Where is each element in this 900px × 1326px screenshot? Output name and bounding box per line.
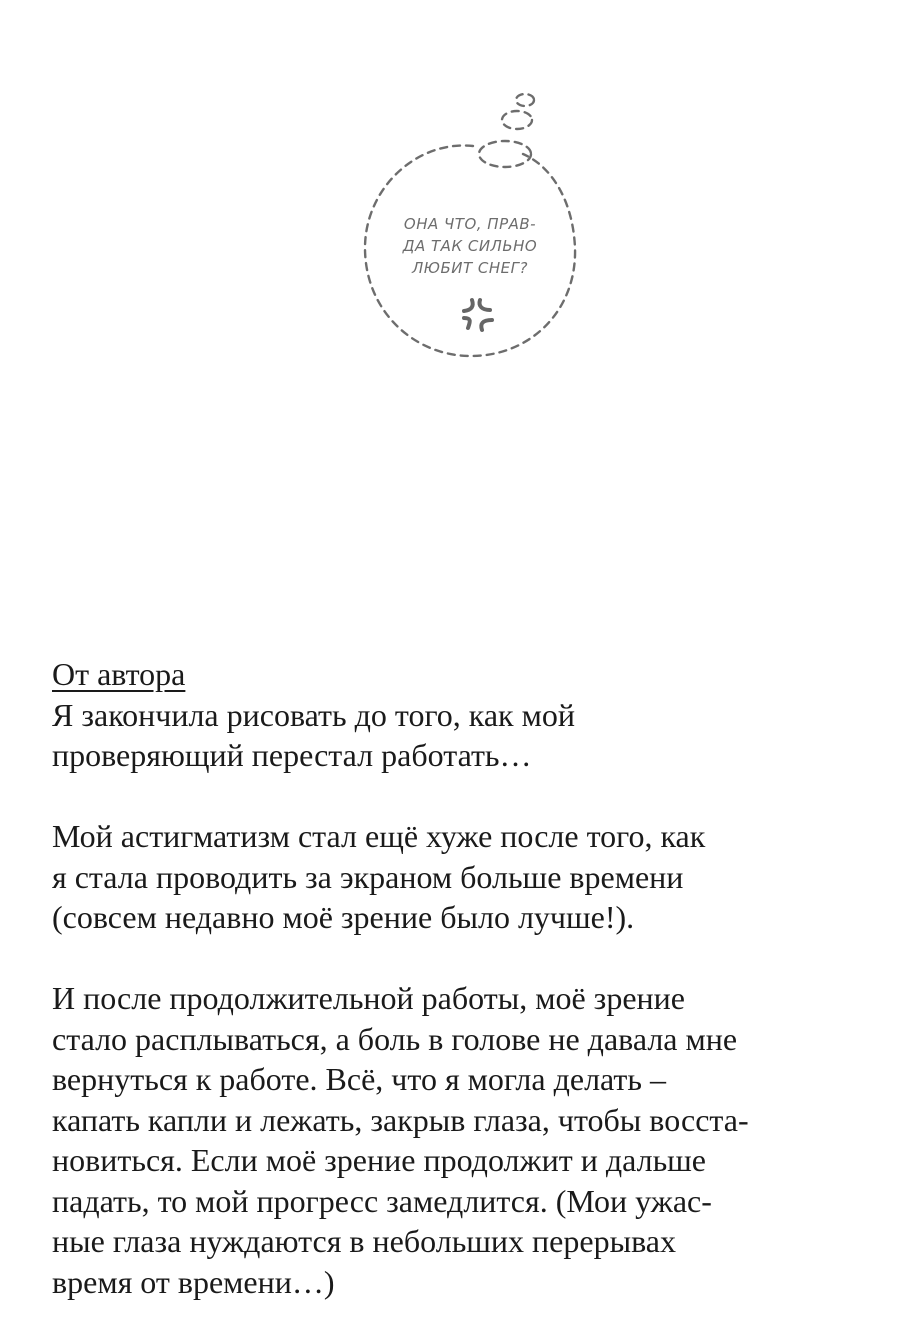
bubble-trail-small — [516, 94, 534, 106]
bubble-trail-medium — [502, 111, 532, 129]
anger-vein-icon — [458, 296, 502, 336]
note-line: Мой астигматизм стал ещё хуже после того, как — [52, 818, 706, 854]
bubble-text — [380, 213, 560, 279]
note-line: капать капли и лежать, закрыв глаза, чтобы восста- — [52, 1101, 749, 1138]
bubble-line: ЛЮБИТ СНЕГ? — [412, 259, 528, 277]
note-line: новиться. Если моё зрение продолжит и дальше — [52, 1142, 706, 1178]
note-line: проверяющий перестал работать… — [52, 737, 532, 773]
author-note — [52, 654, 872, 1302]
note-line: (совсем недавно моё зрение было лучше!). — [52, 899, 635, 935]
paragraph-gap — [52, 776, 872, 817]
note-line: стало расплываться, а боль в голове не давала мне — [52, 1020, 738, 1057]
note-line: я стала проводить за экраном больше времени — [52, 858, 684, 895]
note-line: И после продолжительной работы, моё зрение — [52, 980, 685, 1016]
paragraph-gap — [52, 938, 872, 979]
note-line: ные глаза нуждаются в небольших перерывах — [52, 1223, 676, 1259]
bubble-line: ОНА ЧТО, ПРАВ- — [403, 215, 537, 233]
note-line: падать, то мой прогресс замедлится. (Мои ужас- — [52, 1182, 712, 1219]
note-line: вернуться к работе. Всё, что я могла делать – — [52, 1061, 666, 1097]
note-line: время от времени…) — [52, 1263, 335, 1300]
note-line: Я закончила рисовать до того, как мой — [52, 696, 575, 733]
bubble-line: ДА ТАК СИЛЬНО — [402, 237, 538, 255]
author-note-title: От автора — [52, 656, 186, 692]
